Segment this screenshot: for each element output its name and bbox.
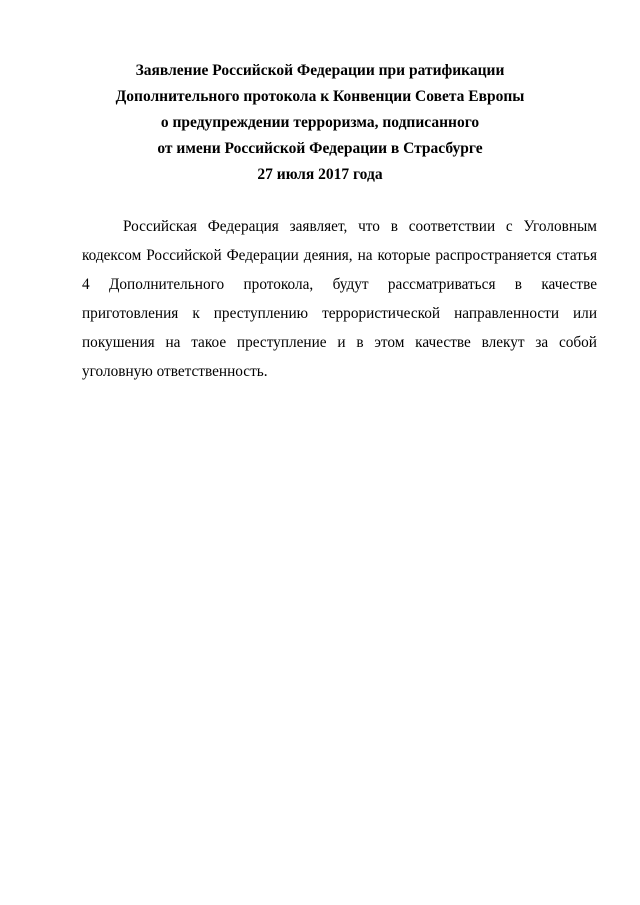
paragraph-line-6: уголовную ответственность. (82, 363, 268, 380)
paragraph-line-5: покушения на такое преступление и в этом качестве влекут за собой (82, 334, 597, 351)
paragraph-line-2: кодексом Российской Федерации деяния, на которые распространяется статья (82, 247, 597, 264)
title-line-2: Дополнительного протокола к Конвенции Совета Европы (115, 88, 525, 105)
paragraph-line-3: 4 Дополнительного протокола, будут рассматриваться в качестве (82, 276, 597, 293)
statement-paragraph (82, 212, 597, 386)
paragraph-line-1: Российская Федерация заявляет, что в соответствии с Уголовным (123, 218, 597, 235)
title-line-3: о предупреждении терроризма, подписанного (160, 114, 480, 131)
document-title (0, 58, 640, 188)
paragraph-line-4: приготовления к преступлению террористической направленности или (82, 305, 597, 322)
title-line-4: от имени Российской Федерации в Страсбурге (157, 140, 483, 157)
title-date: 27 июля 2017 года (257, 166, 383, 183)
title-line-1: Заявление Российской Федерации при ратификации (135, 62, 505, 79)
